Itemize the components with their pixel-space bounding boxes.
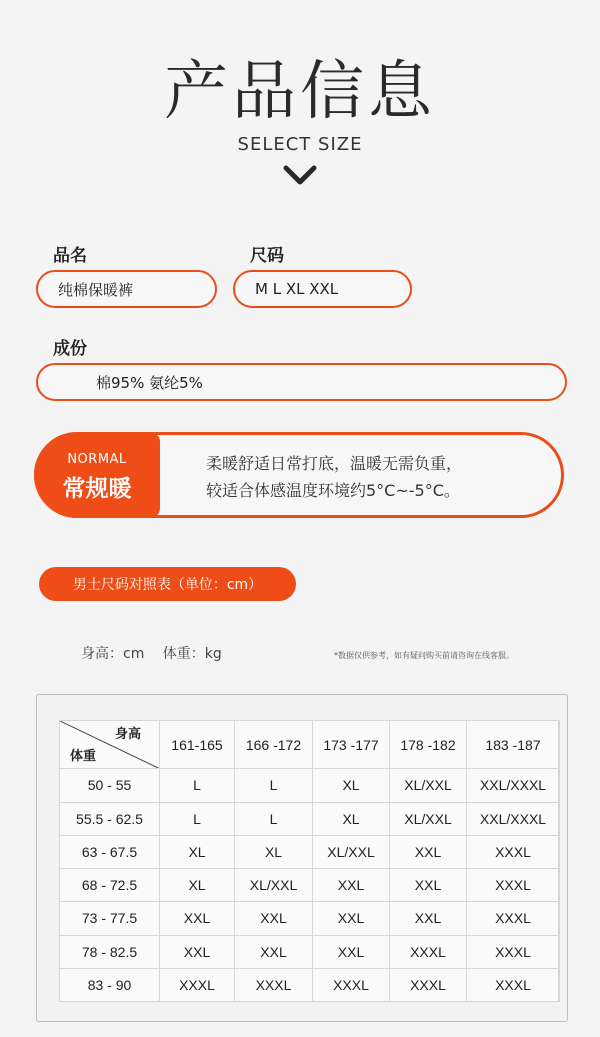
size-cell: XXXL [467, 935, 560, 968]
size-cell: L [235, 802, 313, 835]
table-row [60, 835, 560, 868]
size-cell: XXXL [467, 869, 560, 902]
size-cell: XL/XXL [235, 869, 313, 902]
size-value: M L XL XXL [255, 280, 339, 298]
material-label: 成份 [53, 339, 87, 359]
size-cell: XL [160, 869, 235, 902]
height-header: 183 -187 [467, 721, 560, 769]
page-title: 产品信息 [164, 55, 436, 129]
size-cell: XXL [313, 869, 390, 902]
size-cell: XXL/XXXL [467, 769, 560, 802]
corner-height-label: 身高 [114, 726, 141, 741]
size-cell: L [160, 802, 235, 835]
product-name-label: 品名 [53, 246, 87, 266]
size-cell: XXL [235, 902, 313, 935]
material-field [36, 363, 567, 401]
size-cell: XXL [390, 835, 467, 868]
weight-cell: 50 - 55 [60, 769, 160, 802]
size-cell: XXXL [313, 968, 390, 1001]
material-value: 棉95% 氨纶5% [96, 373, 203, 392]
size-cell: XL/XXL [390, 769, 467, 802]
chevron-down-icon [282, 160, 318, 190]
table-row [60, 769, 560, 802]
size-cell: XXL [235, 935, 313, 968]
weight-cell: 83 - 90 [60, 968, 160, 1001]
warmth-level-cn: 常规暖 [62, 476, 132, 502]
size-cell: XXXL [467, 968, 560, 1001]
size-cell: XXL [160, 935, 235, 968]
weight-cell: 68 - 72.5 [60, 869, 160, 902]
table-row [60, 935, 560, 968]
size-cell: XL [313, 769, 390, 802]
height-header: 173 -177 [313, 721, 390, 769]
warmth-description-line1: 柔暖舒适日常打底，温暖无需负重， [206, 454, 463, 473]
size-cell: XL/XXL [390, 802, 467, 835]
size-cell: XXL [313, 902, 390, 935]
height-header: 166 -172 [235, 721, 313, 769]
weight-cell: 55.5 - 62.5 [60, 802, 160, 835]
size-cell: XXL [390, 902, 467, 935]
table-row [60, 802, 560, 835]
size-table [59, 720, 560, 1002]
size-cell: XL/XXL [313, 835, 390, 868]
page-subtitle: SELECT SIZE [237, 134, 363, 155]
size-cell: XXXL [467, 902, 560, 935]
product-name-field [36, 270, 217, 308]
table-corner-cell [60, 721, 160, 769]
size-cell: XXL [313, 935, 390, 968]
size-cell: XL [313, 802, 390, 835]
size-chart-title: 男士尺码对照表（单位：cm） [39, 567, 296, 601]
height-header: 178 -182 [390, 721, 467, 769]
size-cell: XXL/XXXL [467, 802, 560, 835]
size-cell: L [235, 769, 313, 802]
size-cell: XXL [160, 902, 235, 935]
table-header-row [60, 721, 560, 769]
units-text: 身高：cm 体重：kg [81, 646, 222, 662]
size-cell: XL [235, 835, 313, 868]
warmth-description [206, 450, 546, 504]
size-cell: XXXL [235, 968, 313, 1001]
size-cell: XXXL [467, 835, 560, 868]
disclaimer-note: *数据仅供参考，如有疑问购买前请咨询在线客服。 [334, 651, 514, 660]
size-cell: L [160, 769, 235, 802]
size-field [233, 270, 412, 308]
size-cell: XXL [390, 869, 467, 902]
weight-cell: 78 - 82.5 [60, 935, 160, 968]
height-header: 161-165 [160, 721, 235, 769]
size-label: 尺码 [250, 246, 284, 266]
table-row [60, 968, 560, 1001]
table-row [60, 902, 560, 935]
table-row [60, 869, 560, 902]
weight-cell: 73 - 77.5 [60, 902, 160, 935]
warmth-level-en: NORMAL [67, 452, 127, 467]
warmth-badge [34, 432, 160, 518]
weight-cell: 63 - 67.5 [60, 835, 160, 868]
size-cell: XXXL [160, 968, 235, 1001]
size-cell: XL [160, 835, 235, 868]
product-name-value: 纯棉保暖裤 [58, 280, 134, 299]
corner-weight-label: 体重 [70, 748, 97, 764]
warmth-description-line2: 较适合体感温度环境约5°C~-5°C。 [206, 481, 460, 500]
size-cell: XXXL [390, 968, 467, 1001]
size-cell: XXXL [390, 935, 467, 968]
